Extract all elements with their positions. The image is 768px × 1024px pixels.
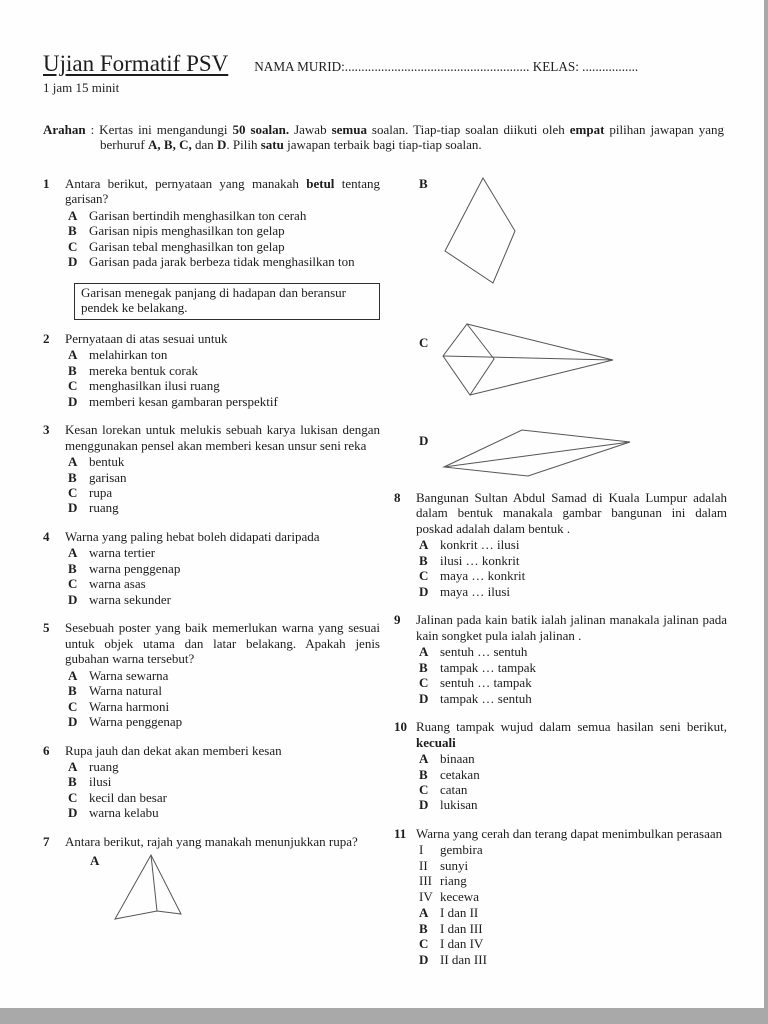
option-letter: D bbox=[419, 690, 429, 706]
question-number: 8 bbox=[394, 490, 401, 505]
left-column bbox=[43, 176, 380, 936]
option-text: sentuh … sentuh bbox=[440, 644, 528, 660]
option-text: warna sekunder bbox=[89, 591, 171, 607]
question-2 bbox=[43, 331, 380, 409]
option-text: lukisan bbox=[440, 797, 478, 813]
question-10 bbox=[394, 719, 727, 813]
figure-option-c bbox=[394, 322, 727, 398]
instructions-text: : Kertas ini mengandungi bbox=[85, 121, 233, 137]
option-letter: C bbox=[68, 484, 78, 500]
answer-option bbox=[416, 797, 727, 812]
options-list bbox=[65, 668, 380, 730]
option-letter: A bbox=[419, 751, 429, 767]
question-7 bbox=[43, 834, 380, 923]
option-text: II dan III bbox=[440, 951, 487, 967]
question-number: 9 bbox=[394, 612, 401, 628]
question-number: 2 bbox=[43, 330, 50, 346]
option-letter: B bbox=[419, 766, 428, 782]
options-list bbox=[65, 454, 380, 516]
answer-option bbox=[65, 223, 380, 238]
option-text: melahirkan ton bbox=[89, 347, 168, 363]
right-column bbox=[394, 176, 727, 980]
question-number: 3 bbox=[43, 422, 50, 438]
stimulus-box: Garisan menegak panjang di hadapan dan beransur pendek ke belakang. bbox=[74, 283, 380, 320]
option-letter: D bbox=[68, 714, 78, 730]
question-text-bold: kecuali bbox=[416, 734, 456, 750]
option-letter: B bbox=[419, 552, 428, 568]
question-text: Bangunan Sultan Abdul Samad di Kuala Lumpur adalah dalam bentuk manakala gambar bangunan ini dalam poskad adalah dalam bentuk . bbox=[416, 490, 727, 536]
answer-option bbox=[65, 668, 380, 683]
answer-option bbox=[65, 576, 380, 591]
question-text-part: Antara berikut, pernyataan yang manakah bbox=[65, 176, 307, 191]
answer-option bbox=[65, 683, 380, 698]
option-letter: C bbox=[68, 238, 78, 254]
option-text: Garisan bertindih menghasilkan ton cerah bbox=[89, 207, 307, 223]
instructions-bold: empat bbox=[569, 121, 605, 137]
answer-option bbox=[65, 470, 380, 485]
answer-option bbox=[416, 584, 727, 599]
options-list bbox=[65, 208, 380, 270]
option-text: warna tertier bbox=[89, 545, 156, 561]
question-text: Sesebuah poster yang baik memerlukan warna yang sesuai untuk objek utama dan latar belakang. Apakah jenis gubahan warna tersebut? bbox=[65, 620, 380, 667]
option-letter: B bbox=[419, 920, 428, 936]
option-text: Garisan pada jarak berbeza tidak menghasilkan ton bbox=[89, 254, 355, 270]
answer-option bbox=[416, 660, 727, 675]
answer-option bbox=[416, 767, 727, 782]
answer-option bbox=[416, 952, 727, 967]
option-text: cetakan bbox=[440, 766, 480, 782]
instructions-text: dan bbox=[191, 137, 217, 153]
page-title: Ujian Formatif PSV bbox=[43, 51, 229, 76]
question-text-part: tentang garisan? bbox=[65, 176, 381, 207]
answer-option bbox=[65, 378, 380, 393]
option-text: kecil dan besar bbox=[89, 789, 167, 805]
option-text: catan bbox=[440, 781, 468, 797]
option-letter: C bbox=[68, 789, 78, 805]
option-letter: D bbox=[68, 805, 78, 821]
statement-list bbox=[416, 842, 727, 904]
answer-option bbox=[65, 485, 380, 500]
question-4 bbox=[43, 529, 380, 607]
class-field-label: KELAS: bbox=[529, 59, 583, 74]
question-9 bbox=[394, 612, 727, 706]
cone-wireframe-shape bbox=[442, 322, 617, 398]
option-letter: C bbox=[419, 675, 429, 691]
option-text: I dan IV bbox=[440, 936, 484, 952]
statement-text: kecewa bbox=[440, 888, 479, 904]
answer-option bbox=[65, 254, 380, 269]
question-number: 4 bbox=[43, 528, 50, 544]
options-list bbox=[416, 751, 727, 813]
answer-option bbox=[65, 592, 380, 607]
option-letter: D bbox=[68, 254, 78, 270]
figure-b-label: B bbox=[419, 176, 428, 191]
option-letter: D bbox=[68, 393, 78, 409]
option-letter: C bbox=[419, 568, 429, 584]
figure-option-d bbox=[394, 428, 727, 480]
option-text: ilusi bbox=[89, 774, 112, 790]
option-text: ruang bbox=[89, 759, 119, 774]
exam-duration: 1 jam 15 minit bbox=[43, 80, 120, 96]
option-text: Warna natural bbox=[89, 683, 162, 699]
statement-item bbox=[416, 873, 727, 888]
statement-item bbox=[416, 889, 727, 904]
figure-option-b bbox=[394, 176, 727, 284]
answer-option bbox=[416, 644, 727, 659]
statement-item bbox=[416, 842, 727, 857]
instructions-text: jawapan terbaik bagi tiap-tiap soalan. bbox=[283, 137, 482, 153]
option-text: garisan bbox=[89, 469, 127, 485]
option-text: Warna sewarna bbox=[89, 667, 169, 683]
option-text: menghasilkan ilusi ruang bbox=[89, 378, 220, 394]
option-letter: A bbox=[419, 644, 429, 660]
answer-option bbox=[416, 751, 727, 766]
statement-numeral: I bbox=[419, 842, 424, 858]
option-letter: A bbox=[419, 905, 429, 921]
statement-text: riang bbox=[440, 873, 467, 889]
answer-option bbox=[65, 561, 380, 576]
answer-option bbox=[416, 675, 727, 690]
option-letter: C bbox=[68, 378, 78, 394]
question-number: 10 bbox=[394, 719, 407, 735]
answer-option bbox=[65, 545, 380, 560]
instructions-label: Arahan bbox=[43, 121, 86, 137]
statement-numeral: II bbox=[419, 857, 428, 873]
instructions-text: soalan. Tiap-tiap soalan diikuti oleh bbox=[366, 121, 570, 137]
question-text: Kesan lorekan untuk melukis sebuah karya lukisan dengan menggunakan pensel akan memberi kesan unsur seni reka bbox=[65, 422, 380, 453]
instructions-bold: 50 soalan. bbox=[232, 121, 290, 137]
option-letter: D bbox=[419, 797, 429, 813]
option-text: Warna harmoni bbox=[89, 698, 170, 714]
answer-option bbox=[65, 363, 380, 378]
instructions-text: pilihan jawapan yang berhuruf bbox=[100, 121, 724, 153]
answer-option bbox=[65, 208, 380, 223]
option-text: Garisan nipis menghasilkan ton gelap bbox=[89, 223, 285, 239]
option-letter: A bbox=[68, 667, 78, 683]
option-text: maya … konkrit bbox=[440, 568, 526, 584]
options-list bbox=[416, 537, 727, 599]
question-number: 1 bbox=[43, 176, 50, 191]
option-text: tampak … sentuh bbox=[440, 690, 532, 706]
answer-option bbox=[416, 782, 727, 797]
kite-shape bbox=[442, 176, 520, 284]
figure-a-label: A bbox=[90, 853, 100, 869]
option-letter: A bbox=[419, 537, 429, 553]
answer-option bbox=[65, 347, 380, 362]
option-letter: A bbox=[68, 207, 78, 223]
question-text: Rupa jauh dan dekat akan memberi kesan bbox=[65, 742, 282, 758]
options-list bbox=[416, 905, 727, 967]
question-text: Pernyataan di atas sesuai untuk bbox=[65, 330, 228, 346]
question-text: Warna yang cerah dan terang dapat menimbulkan perasaan bbox=[416, 825, 723, 841]
answer-option bbox=[65, 805, 380, 820]
option-text: mereka bentuk corak bbox=[89, 362, 199, 378]
answer-option bbox=[416, 691, 727, 706]
option-text: warna kelabu bbox=[89, 805, 159, 821]
question-3 bbox=[43, 422, 380, 516]
option-text: warna asas bbox=[89, 576, 146, 592]
question-number: 7 bbox=[43, 833, 50, 849]
answer-option bbox=[65, 714, 380, 729]
question-text-part: Ruang tampak wujud dalam semua hasilan seni berikut, bbox=[416, 719, 727, 735]
class-field-line: ................. bbox=[582, 59, 639, 74]
option-letter: D bbox=[68, 500, 78, 516]
answer-option bbox=[416, 936, 727, 951]
answer-option bbox=[65, 774, 380, 789]
option-text: rupa bbox=[89, 484, 113, 500]
option-letter: C bbox=[68, 698, 78, 714]
answer-option bbox=[416, 537, 727, 552]
option-text: I dan II bbox=[440, 905, 479, 921]
instructions-bold: semua bbox=[331, 121, 367, 137]
options-list bbox=[416, 644, 727, 706]
name-field-line: ........................................................ bbox=[344, 59, 530, 74]
option-letter: A bbox=[68, 347, 78, 363]
statement-numeral: IV bbox=[419, 888, 433, 904]
question-1 bbox=[43, 176, 380, 270]
answer-option bbox=[416, 568, 727, 583]
option-text: binaan bbox=[440, 751, 475, 767]
option-letter: D bbox=[68, 591, 78, 607]
instructions-text: . Pilih bbox=[226, 137, 261, 153]
option-letter: B bbox=[68, 469, 77, 485]
pyramid-shape bbox=[113, 853, 185, 923]
figure-c-label: C bbox=[419, 335, 429, 350]
option-text: Garisan tebal menghasilkan ton gelap bbox=[89, 238, 285, 254]
option-letter: D bbox=[419, 583, 429, 599]
option-letter: C bbox=[419, 936, 429, 952]
question-text-bold: betul bbox=[306, 176, 335, 191]
option-text: warna penggenap bbox=[89, 560, 181, 576]
question-text: Warna yang paling hebat boleh didapati daripada bbox=[65, 528, 320, 544]
question-5 bbox=[43, 620, 380, 729]
answer-option bbox=[65, 790, 380, 805]
question-text: Antara berikut, rajah yang manakah menunjukkan rupa? bbox=[65, 833, 358, 849]
option-text: sentuh … tampak bbox=[440, 675, 532, 691]
student-fields bbox=[254, 59, 638, 75]
option-text: bentuk bbox=[89, 454, 125, 470]
option-letter: C bbox=[419, 781, 429, 797]
option-text: I dan III bbox=[440, 920, 483, 936]
question-8 bbox=[394, 490, 727, 599]
option-letter: B bbox=[68, 683, 77, 699]
option-letter: B bbox=[68, 774, 77, 790]
answer-option bbox=[65, 454, 380, 469]
answer-option bbox=[416, 921, 727, 936]
options-list bbox=[65, 347, 380, 409]
answer-option bbox=[416, 553, 727, 568]
header bbox=[0, 0, 764, 77]
option-text: tampak … tampak bbox=[440, 659, 537, 675]
answer-option bbox=[65, 699, 380, 714]
answer-option bbox=[65, 759, 380, 774]
instructions-bold: A, B, C, bbox=[148, 137, 192, 153]
question-text: Jalinan pada kain batik ialah jalinan manakala jalinan pada kain songket pula ialah jalinan . bbox=[416, 612, 727, 643]
option-text: memberi kesan gambaran perspektif bbox=[89, 393, 278, 409]
statement-numeral: III bbox=[419, 873, 432, 889]
question-number: 11 bbox=[394, 825, 407, 841]
statement-text: gembira bbox=[440, 842, 483, 858]
option-letter: B bbox=[68, 362, 77, 378]
question-number: 5 bbox=[43, 620, 50, 636]
option-letter: A bbox=[68, 545, 78, 561]
instructions-bold: satu bbox=[260, 137, 284, 153]
instructions-text: Jawab bbox=[289, 121, 332, 137]
options-list bbox=[65, 759, 380, 821]
flat-diamond-shape bbox=[442, 428, 632, 480]
name-field-label: NAMA MURID: bbox=[254, 59, 345, 74]
options-list bbox=[65, 545, 380, 607]
answer-option bbox=[65, 239, 380, 254]
question-number: 6 bbox=[43, 742, 50, 758]
option-letter: B bbox=[419, 659, 428, 675]
option-letter: B bbox=[68, 560, 77, 576]
option-text: maya … ilusi bbox=[440, 583, 511, 599]
option-text: ilusi … konkrit bbox=[440, 552, 520, 568]
question-11 bbox=[394, 826, 727, 967]
option-text: ruang bbox=[89, 500, 119, 516]
answer-option bbox=[65, 500, 380, 515]
question-text bbox=[65, 176, 380, 207]
figure-d-label: D bbox=[419, 433, 429, 448]
question-6 bbox=[43, 743, 380, 821]
option-letter: A bbox=[68, 454, 78, 470]
option-letter: C bbox=[68, 576, 78, 592]
question-text bbox=[416, 719, 727, 750]
figure-option-a bbox=[65, 853, 380, 923]
instructions bbox=[43, 122, 724, 153]
option-letter: D bbox=[419, 951, 429, 967]
option-text: konkrit … ilusi bbox=[440, 537, 520, 553]
statement-item bbox=[416, 858, 727, 873]
answer-option bbox=[65, 394, 380, 409]
option-letter: A bbox=[68, 759, 78, 774]
option-letter: B bbox=[68, 223, 77, 239]
statement-text: sunyi bbox=[440, 857, 469, 873]
instructions-bold: D bbox=[217, 137, 227, 153]
answer-option bbox=[416, 905, 727, 920]
option-text: Warna penggenap bbox=[89, 714, 183, 730]
